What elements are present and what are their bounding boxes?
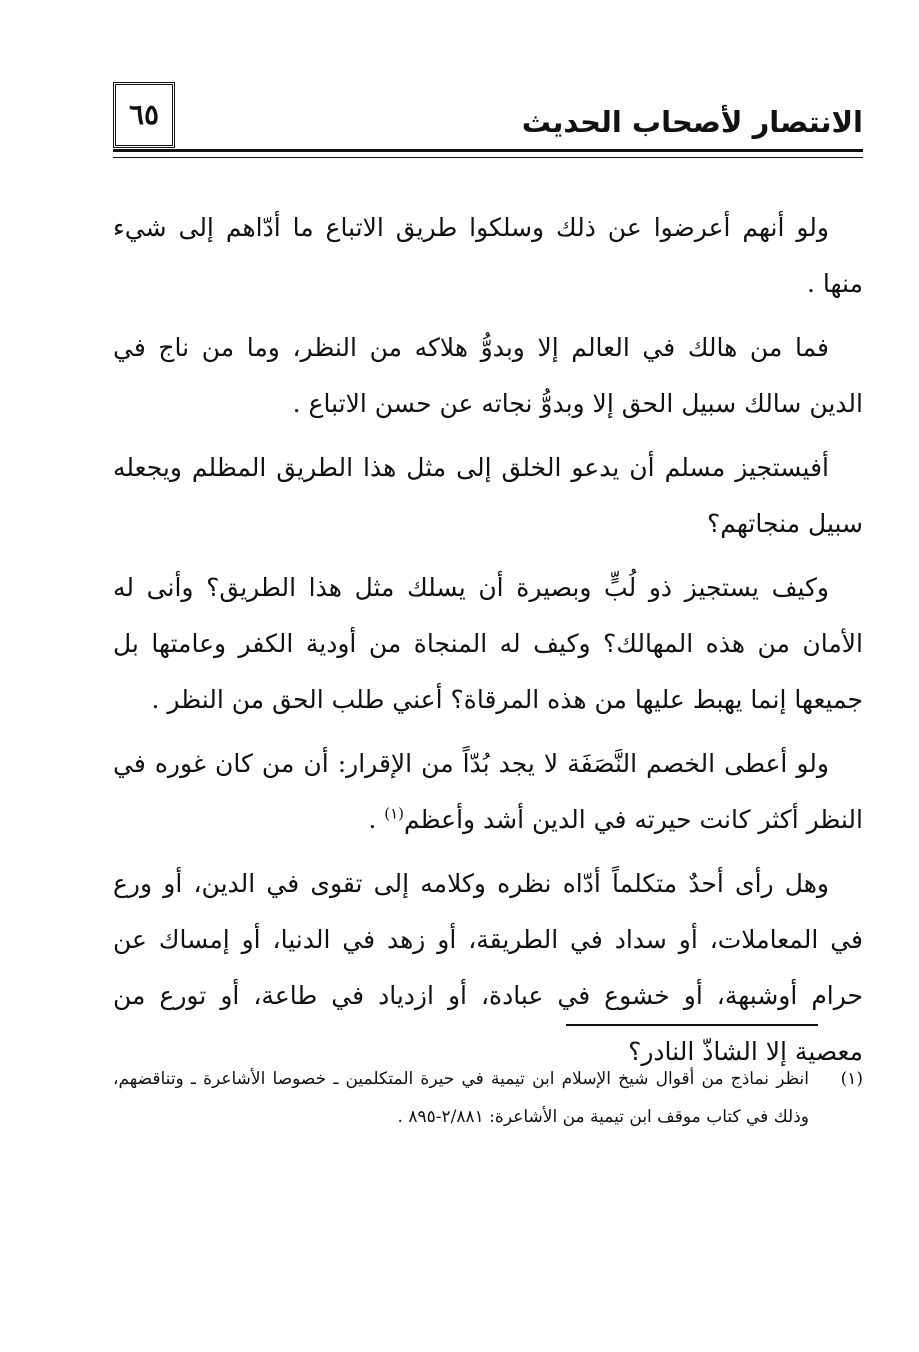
footnote <box>113 1060 863 1136</box>
header-rule <box>113 149 863 152</box>
paragraph: وهل رأى أحدٌ متكلماً أدّاه نظره وكلامه إلى تقوى في الدين، أو ورع في المعاملات، أو سداد في الطريقة، أو زهد في الدنيا، أو إمساك عن حرام أوشبهة، أو خشوع في عبادة، أو ازدياد في طاعة، أو تورع من معصية إلا الشاذّ النادر؟ <box>113 869 863 1066</box>
running-title: الانتصار لأصحاب الحديث <box>521 105 863 139</box>
paragraph: أفيستجيز مسلم أن يدعو الخلق إلى مثل هذا الطريق المظلم ويجعله سبيل منجاتهم؟ <box>113 453 863 538</box>
header-rule-thin <box>113 157 863 158</box>
paragraph: ولو أنهم أعرضوا عن ذلك وسلكوا طريق الاتباع ما أدّاهم إلى شيء منها . <box>113 213 863 298</box>
page-number-box <box>113 82 175 148</box>
paragraph-text-before-note: ولو أعطى الخصم النَّصَفَة لا يجد بُدّاً من الإقرار: أن من كان غوره في النظر أكثر كانت حيرته في الدين أشد وأعظم <box>113 749 863 834</box>
paragraph-with-note <box>113 736 863 848</box>
footnote-rule <box>566 1024 818 1026</box>
paragraph-text-after-note: . <box>368 805 385 834</box>
footnote-text: انظر نماذج من أقوال شيخ الإسلام ابن تيمية في حيرة المتكلمين ـ خصوصا الأشاعرة ـ وتناقضهم، وذلك في كتاب موقف ابن تيمية من الأشاعرة: ٢/٨٨١-٨٩٥ . <box>113 1069 809 1127</box>
paragraph: وكيف يستجيز ذو لُبٍّ وبصيرة أن يسلك مثل هذا الطريق؟ وأنى له الأمان من هذه المهالك؟ وكيف له المنجاة من أودية الكفر وعامتها بل جميعها إنما يهبط عليها من هذه المرقاة؟ أعني طلب الحق من النظر . <box>113 573 863 714</box>
page-header <box>113 82 863 158</box>
paragraph: فما من هالك في العالم إلا وبدوُّ هلاكه من النظر، وما من ناج في الدين سالك سبيل الحق إلا وبدوُّ نجاته عن حسن الاتباع . <box>113 333 863 418</box>
footnote-marker: (١) <box>384 804 405 823</box>
footnote-number: (١) <box>840 1069 863 1089</box>
main-text <box>113 200 863 1080</box>
page-number: ٦٥ <box>128 98 160 131</box>
